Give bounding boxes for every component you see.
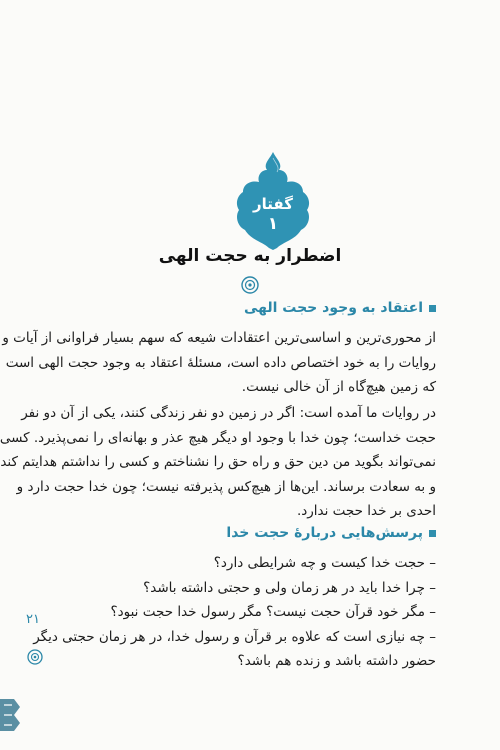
section-heading-text: پرسش‌هایی دربارۀ حجت خدا — [226, 525, 423, 541]
list-item: – حجت خدا کیست و چه شرایطی دارد؟ — [213, 555, 436, 571]
text-line: از محوری‌ترین و اساسی‌ترین اعتقادات شیعه که سهم بسیار فراوانی از آیات و — [2, 330, 436, 346]
square-bullet-icon — [429, 530, 436, 537]
ornament-small-icon — [26, 648, 44, 666]
text-line: و به سعادت برساند. این‌ها از هیچ‌کس پذیرفته نیست؛ چون خدا حجت دارد و — [16, 478, 436, 495]
text-line: حجت خداست؛ چون خدا با وجود او دیگر هیچ عذر و بهانه‌ای را نمی‌پذیرد. کسی — [0, 429, 436, 446]
square-bullet-icon — [429, 305, 436, 312]
section-heading-text: اعتقاد به وجود حجت الهی — [243, 300, 423, 316]
text-line: نمی‌تواند بگوید من دین حق و راه حق را نشناختم و کسی را نداشتم هدایتم کند — [0, 454, 436, 470]
chapter-title: اضطرار به حجت الهی — [158, 246, 342, 266]
text-line: احدی بر خدا حجت ندارد. — [296, 503, 436, 519]
paragraph-intro — [2, 326, 436, 400]
list-item: – چه نیازی است که علاوه بر قرآن و رسول خدا، در هر زمان حجتی دیگر — [33, 628, 436, 645]
chapter-badge — [233, 150, 313, 250]
list-item-continuation: حضور داشته باشد و زنده هم باشد؟ — [237, 653, 436, 669]
text-line: روایات را به خود اختصاص داده است، مسئلۀ اعتقاد به وجود حجت الهی است — [5, 354, 436, 371]
list-item: – مگر خود قرآن حجت نیست؟ مگر رسول خدا حجت نبود؟ — [110, 604, 436, 620]
paragraph-narrations — [0, 401, 436, 524]
publisher-logo-icon — [0, 695, 26, 735]
chapter-number: ۱ — [267, 214, 279, 234]
text-line: که زمین هیچ‌گاه از آن خالی نیست. — [241, 379, 436, 395]
list-item: – چرا خدا باید در هر زمان ولی و حجتی داشته باشد؟ — [143, 579, 436, 596]
section-heading-belief — [244, 300, 436, 316]
ornament-icon — [240, 275, 260, 295]
section-heading-questions — [226, 525, 436, 541]
chapter-word: گفتار — [253, 195, 293, 213]
text-line: در روایات ما آمده است: اگر در زمین دو نفر زندگی کنند، یکی از آن دو نفر — [21, 405, 436, 421]
page-number: ۲۱ — [26, 612, 40, 627]
